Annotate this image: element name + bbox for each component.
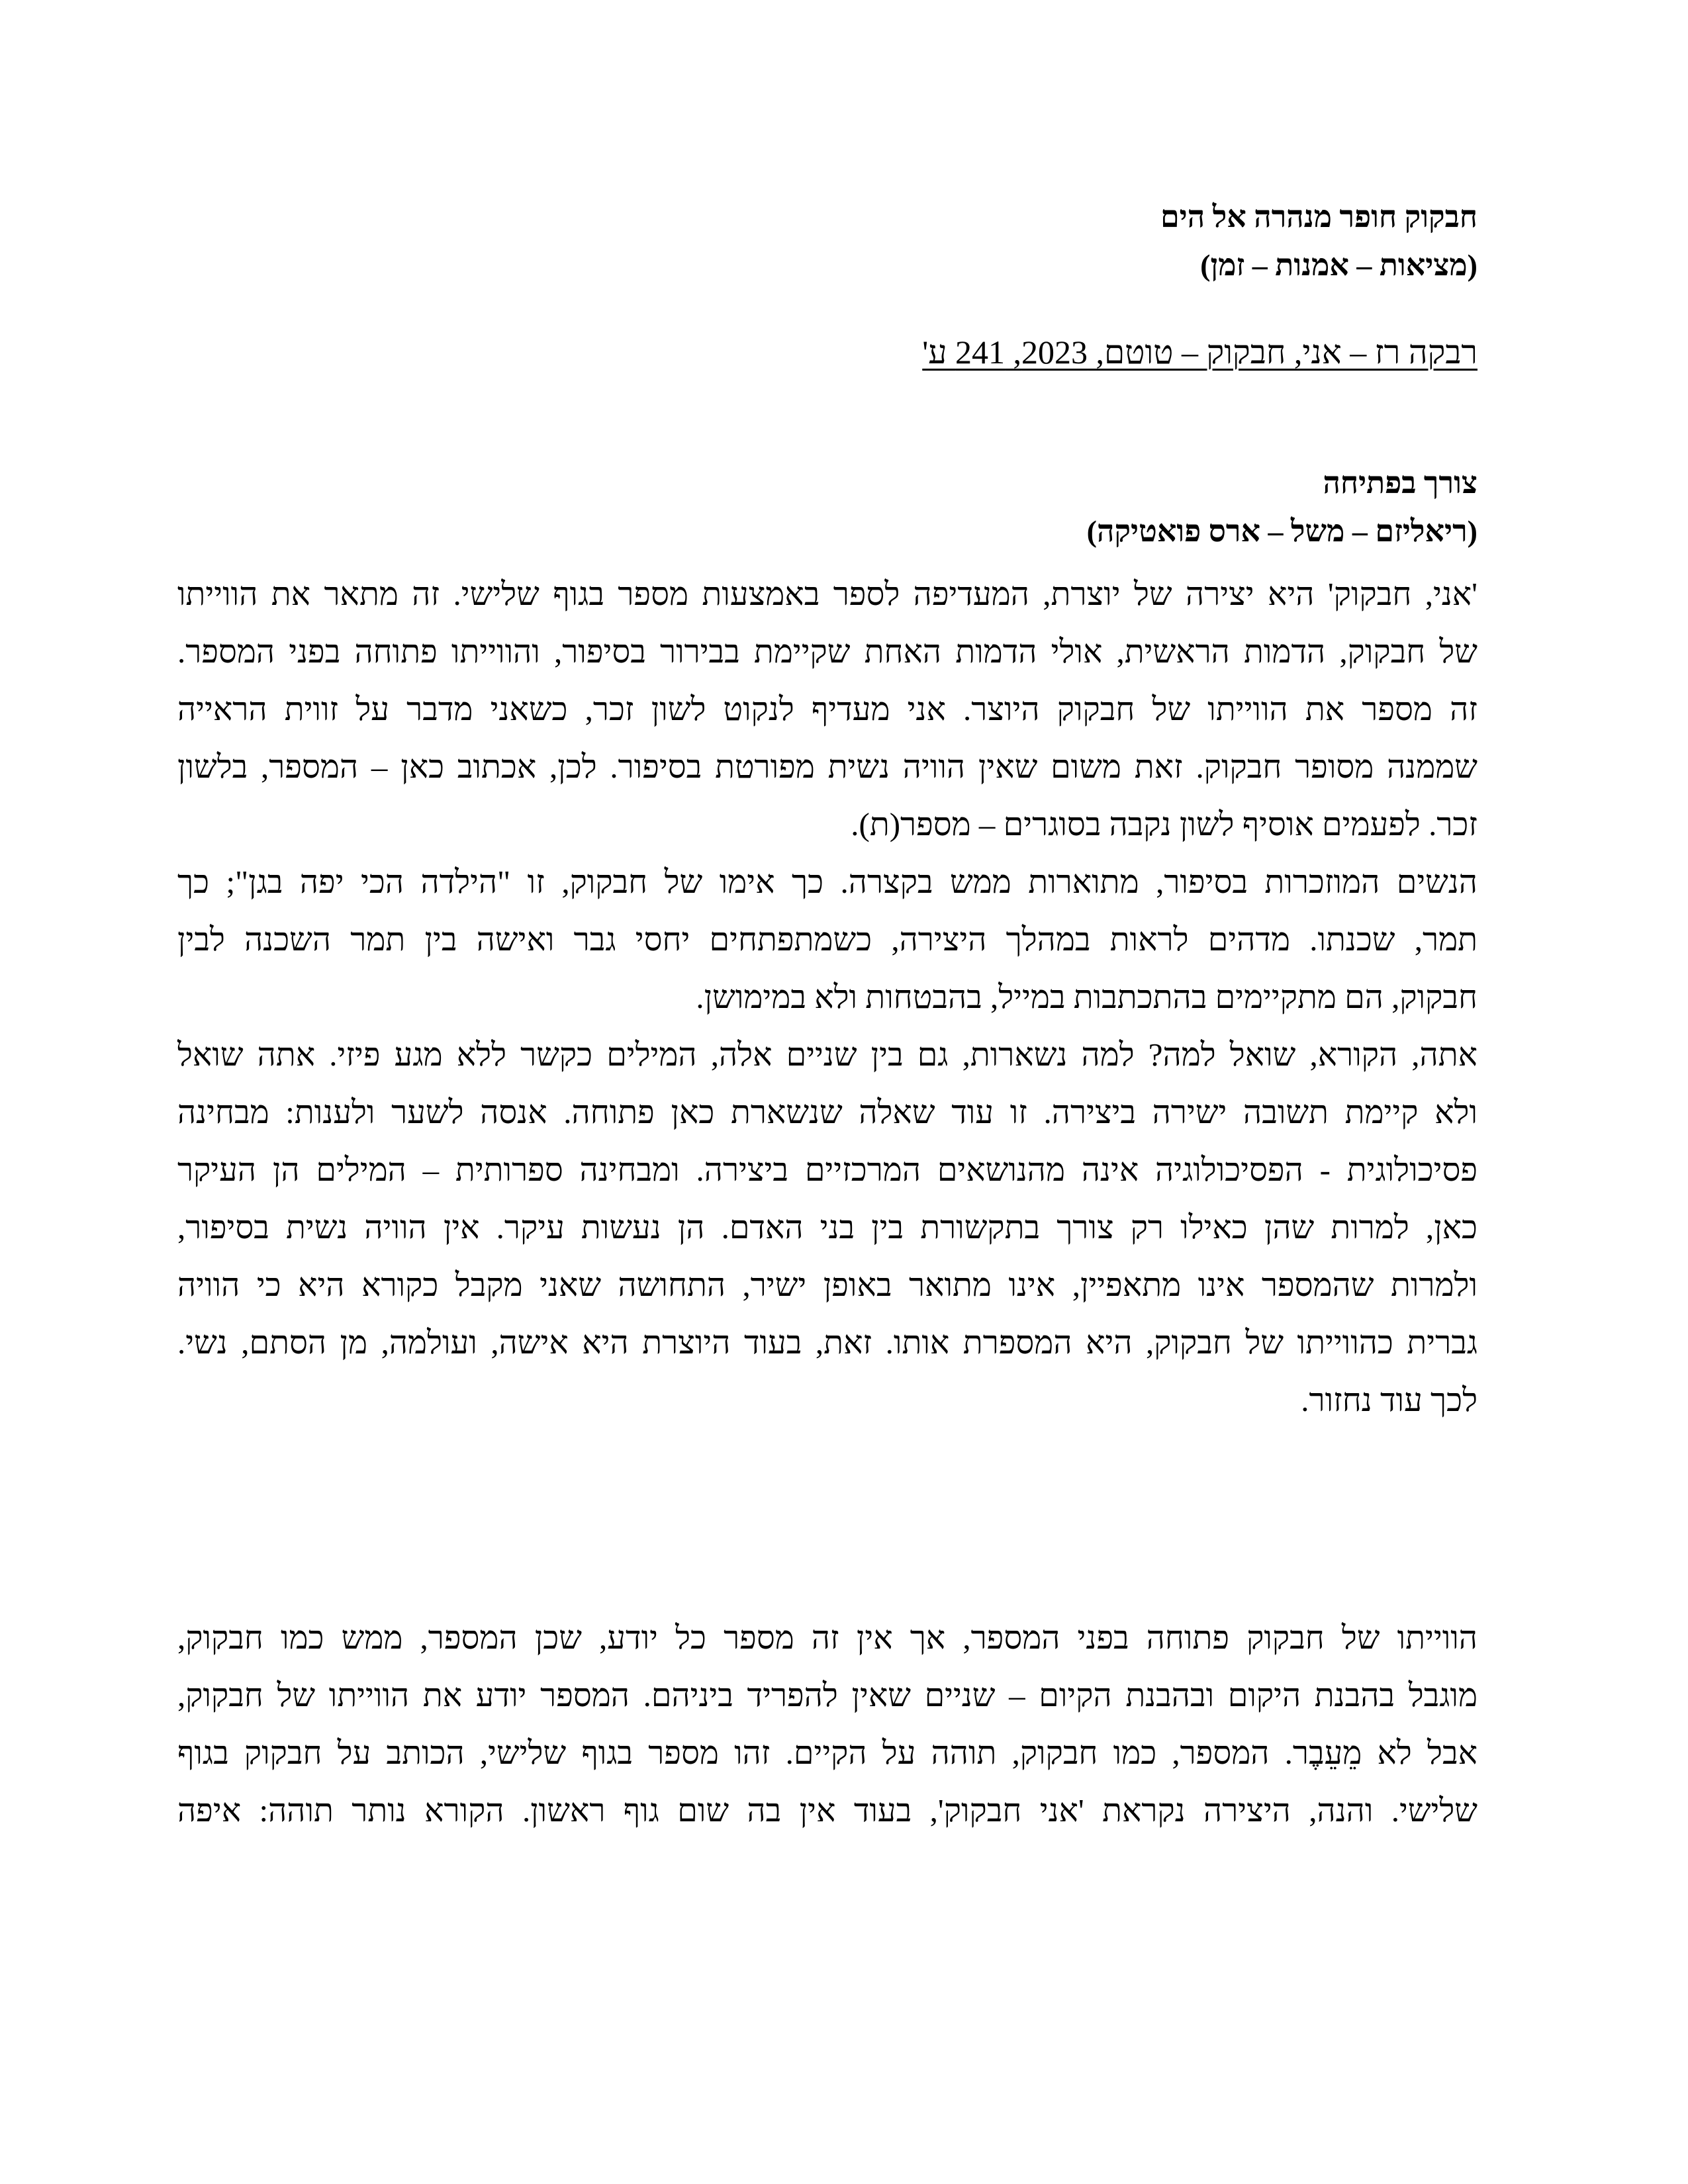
citation: רבקה רז – אני, חבקוק – טוטם, 2023, 241 ע' xyxy=(922,334,1477,371)
paragraph-line: תמר, שכנתו. מדהים לראות במהלך היצירה, כשמתפתחים יחסי גבר ואישה בין תמר השכנה לבין xyxy=(177,921,1477,958)
paragraph-line: ולא קיימת תשובה ישירה ביצירה. זו עוד שאלה שנשארת כאן פתוחה. אנסה לשער ולענות: מבחינה xyxy=(177,1094,1477,1130)
paragraph-line: לכך עוד נחזור. xyxy=(1301,1382,1477,1418)
paragraph-line: ולמרות שהמספר אינו מתאפיין, אינו מתואר באופן ישיר, התחושה שאני מקבל כקורא היא כי הוויה xyxy=(177,1267,1477,1303)
paragraph-line: 'אני, חבקוק' היא יצירה של יוצרת, המעדיפה לספר באמצעות מספר בגוף שלישי. זה מתאר את הווייתו xyxy=(177,576,1477,612)
paragraph-line: שממנה מסופר חבקוק. זאת משום שאין הוויה נשית מפורטת בסיפור. לכן, אכתוב כאן – המספר, בלשון xyxy=(177,749,1477,785)
paragraph-line: גברית כהווייתו של חבקוק, היא המספרת אותו. זאת, בעוד היוצרת היא אישה, ועולמה, מן הסתם, נשי. xyxy=(177,1324,1477,1361)
paragraph-line: זכר. לפעמים אוסיף לשון נקבה בסוגרים – מספר(ת). xyxy=(851,806,1477,842)
paragraph-line: של חבקוק, הדמות הראשית, אולי הדמות האחת שקיימת בבירור בסיפור, והווייתו פתוחה בפני המספר. xyxy=(177,633,1477,670)
paragraph-line: אבל לא מֵעֵבֶר. המספר, כמו חבקוק, תוהה על הקיים. זהו מספר בגוף שלישי, הכותב על חבקוק בגוף xyxy=(177,1735,1477,1771)
document-title: חבקוק חופר מנהרה אל הים xyxy=(1160,200,1477,234)
document-title-subtitle: (מציאות – אמנות – זמן) xyxy=(1200,248,1477,282)
paragraph-line: חבקוק, הם מתקיימים בהתכתבות במייל, בהבטחות ולא במימושן. xyxy=(696,979,1477,1015)
section-subheading: (ריאליזם – משל – ארס פואטיקה) xyxy=(1086,514,1477,548)
paragraph-line: הווייתו של חבקוק פתוחה בפני המספר, אך אין זה מספר כל יודע, שכן המספר, ממש כמו חבקוק, xyxy=(177,1619,1477,1656)
paragraph-line: אתה, הקורא, שואל למה? למה נשארות, גם בין שניים אלה, המילים כקשר ללא מגע פיזי. אתה שואל xyxy=(177,1036,1477,1073)
paragraph-line: שלישי. והנה, היצירה נקראת 'אני חבקוק', בעוד אין בה שום גוף ראשון. הקורא נותר תוהה: איפה xyxy=(177,1792,1477,1829)
section-heading: צורך בפתיחה xyxy=(1323,466,1477,500)
paragraph-line: פסיכולוגית - הפסיכולוגיה אינה מהנושאים המרכזיים ביצירה. ומבחינה ספרותית – המילים הן העיקר xyxy=(177,1152,1477,1188)
paragraph-line: הנשים המוזכרות בסיפור, מתוארות ממש בקצרה. כך אימו של חבקוק, זו "הילדה הכי יפה בגן"; כך xyxy=(177,864,1477,900)
paragraph-line: זה מספר את הווייתו של חבקוק היוצר. אני מעדיף לנקוט לשון זכר, כשאני מדבר על זווית הראייה xyxy=(177,691,1477,727)
paragraph-line: כאן, למרות שהן כאילו רק צורך בתקשורת בין בני האדם. הן נעשות עיקר. אין הוויה נשית בסיפור, xyxy=(177,1209,1477,1246)
paragraph-line: מוגבל בהבנת היקום ובהבנת הקיום – שניים שאין להפריד ביניהם. המספר יודע את הווייתו של חבקוק, xyxy=(177,1677,1477,1713)
